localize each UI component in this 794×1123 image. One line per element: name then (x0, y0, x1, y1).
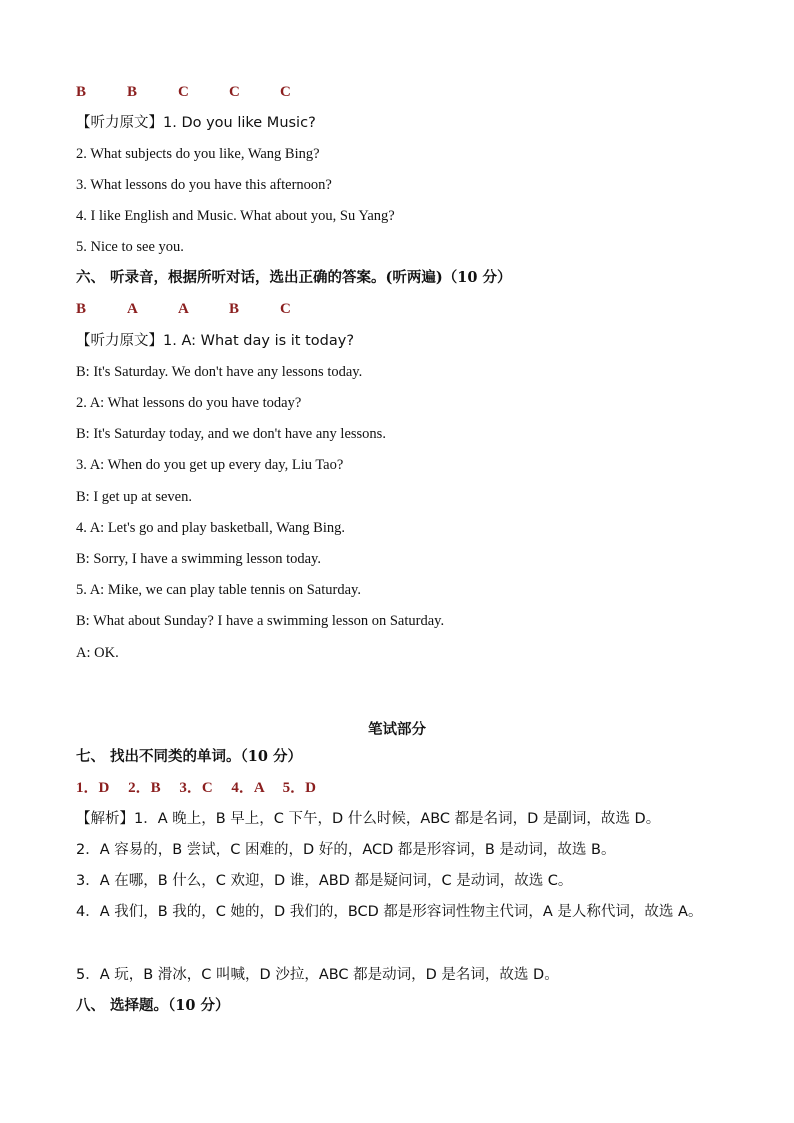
answer-row (76, 82, 291, 102)
answer-2: B (127, 84, 138, 100)
answer-row (76, 299, 291, 319)
transcript-line: A: OK. (76, 645, 119, 661)
answer-4: B (229, 301, 240, 317)
answer-3: C (178, 84, 189, 100)
answer-4: C (229, 84, 240, 100)
transcript-line: 4. I like English and Music. What about you, Su Yang? (76, 208, 395, 224)
transcript-line: 2. What subjects do you like, Wang Bing? (76, 146, 320, 162)
section-heading: 八、 选择题。（10 分） (76, 997, 230, 1014)
transcript-line: 5. Nice to see you. (76, 239, 184, 255)
transcript-line: 4. A: Let's go and play basketball, Wang Bing. (76, 520, 345, 536)
answer-1: B (76, 84, 87, 100)
answer-3: A (178, 301, 189, 317)
section-heading: 七、 找出不同类的单词。（10 分） (76, 748, 303, 765)
answer-1: B (76, 301, 87, 317)
analysis-line: 3．A 在哪，B 什么，C 欢迎，D 谁，ABD 都是疑问词，C 是动词，故选 C。 (76, 873, 573, 889)
transcript-line: B: It's Saturday today, and we don't have any lessons. (76, 426, 386, 442)
transcript-line: B: It's Saturday. We don't have any lessons today. (76, 364, 363, 380)
analysis-line: 5．A 玩，B 滑冰，C 叫喊，D 沙拉，ABC 都是动词，D 是名词，故选 D。 (76, 967, 559, 983)
analysis-line: 【解析】1．A 晚上，B 早上，C 下午，D 什么时候，ABC 都是名词，D 是副词，故选 D。 (76, 811, 661, 827)
section-heading: 六、 听录音，根据所听对话，选出正确的答案。(听两遍)（10 分） (76, 269, 512, 286)
analysis-line: 4．A 我们，B 我的，C 她的，D 我们的，BCD 都是形容词性物主代词，A 是人称代词，故选 A。 (76, 904, 703, 920)
answer-2: A (127, 301, 138, 317)
transcript-lead: 【听力原文】1. A: What day is it today? (76, 333, 355, 349)
transcript-line: 3. What lessons do you have this afternoon? (76, 177, 332, 193)
transcript-line: 2. A: What lessons do you have today? (76, 395, 302, 411)
analysis-line: 2．A 容易的，B 尝试，C 困难的，D 好的，ACD 都是形容词，B 是动词，故选 B。 (76, 842, 616, 858)
answer-5: C (280, 301, 291, 317)
written-part-title: 笔试部分 (368, 721, 426, 738)
transcript-line: B: I get up at seven. (76, 489, 192, 505)
transcript-line: B: Sorry, I have a swimming lesson today. (76, 551, 321, 567)
transcript-line: 5. A: Mike, we can play table tennis on Saturday. (76, 582, 361, 598)
transcript-lead: 【听力原文】1. Do you like Music? (76, 115, 316, 131)
transcript-line: B: What about Sunday? I have a swimming lesson on Saturday. (76, 613, 445, 629)
answer-row: 1．D 2．B 3．C 4．A 5．D (76, 780, 317, 796)
answer-5: C (280, 84, 291, 100)
transcript-line: 3. A: When do you get up every day, Liu Tao? (76, 457, 344, 473)
